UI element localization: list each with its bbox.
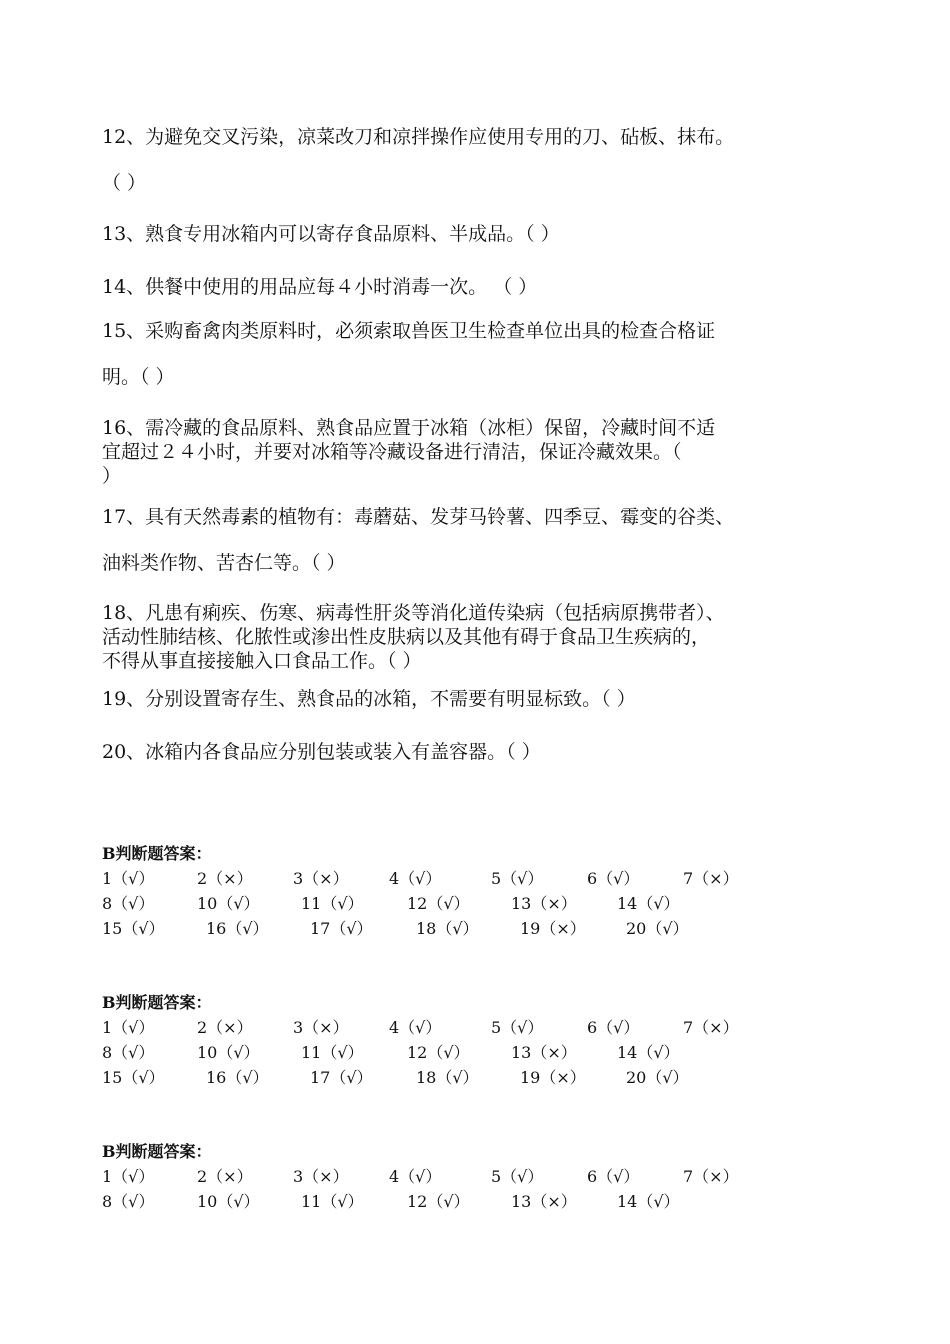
answer-item: 13（×） xyxy=(511,894,577,913)
answer-item: 4（√） xyxy=(389,1167,442,1186)
answer-item: 6（√） xyxy=(587,1018,640,1037)
answer-row xyxy=(102,1040,802,1065)
answer-block xyxy=(102,1140,802,1214)
question-line: 活动性肺结核、化脓性或渗出性皮肤病以及其他有碍于食品卫生疾病的， xyxy=(102,626,711,648)
answer-item: 19（×） xyxy=(520,1068,586,1087)
answer-item: 1（√） xyxy=(102,1167,155,1186)
answer-row xyxy=(102,1065,802,1090)
answer-row xyxy=(102,916,802,941)
question-line: （ ） xyxy=(102,172,147,194)
answer-item: 5（√） xyxy=(491,869,544,888)
answer-block xyxy=(102,842,802,941)
answer-item: 5（√） xyxy=(491,1167,544,1186)
answer-item: 3（×） xyxy=(293,869,349,888)
question-line: 12、为避免交叉污染，凉菜改刀和凉拌操作应使用专用的刀、砧板、抹布。 xyxy=(102,126,735,148)
question-14 xyxy=(102,264,837,310)
question-18 xyxy=(102,601,837,673)
question-line: 不得从事直接接触入口食品工作。（ ） xyxy=(102,650,422,672)
answer-item: 15（√） xyxy=(102,919,165,938)
answer-item: 11（√） xyxy=(301,1043,364,1062)
answer-item: 2（×） xyxy=(197,869,253,888)
answer-item: 10（√） xyxy=(197,1192,260,1211)
question-line: 宜超过２４小时，并要对冰箱等冷藏设备进行清洁，保证冷藏效果。（ xyxy=(102,441,682,463)
answer-item: 14（√） xyxy=(617,894,680,913)
question-line: 20、冰箱内各食品应分别包装或装入有盖容器。（ ） xyxy=(102,741,541,763)
answer-item: 10（√） xyxy=(197,894,260,913)
answer-item: 19（×） xyxy=(520,919,586,938)
answer-item: 18（√） xyxy=(416,919,479,938)
answer-item: 20（√） xyxy=(626,1068,689,1087)
answer-item: 8（√） xyxy=(102,1192,155,1211)
answer-item: 5（√） xyxy=(491,1018,544,1037)
question-line: 17、具有天然毒素的植物有：毒蘑菇、发芽马铃薯、四季豆、霉变的谷类、 xyxy=(102,506,735,528)
question-13 xyxy=(102,211,837,257)
answer-item: 7（×） xyxy=(683,869,739,888)
answer-item: 1（√） xyxy=(102,869,155,888)
answer-item: 16（√） xyxy=(206,919,269,938)
answer-item: 12（√） xyxy=(407,1043,470,1062)
question-17 xyxy=(102,494,837,586)
answer-item: 10（√） xyxy=(197,1043,260,1062)
answer-item: 4（√） xyxy=(389,1018,442,1037)
answer-row xyxy=(102,891,802,916)
answer-item: 1（√） xyxy=(102,1018,155,1037)
question-line: 18、凡患有痢疾、伤寒、病毒性肝炎等消化道传染病（包括病原携带者）、 xyxy=(102,602,725,624)
answer-item: 3（×） xyxy=(293,1018,349,1037)
question-16 xyxy=(102,416,837,488)
answer-block-title: B判断题答案： xyxy=(102,993,212,1012)
answer-item: 7（×） xyxy=(683,1167,739,1186)
question-line: 13、熟食专用冰箱内可以寄存食品原料、半成品。（ ） xyxy=(102,223,560,245)
question-line: ） xyxy=(102,465,122,487)
answer-item: 2（×） xyxy=(197,1018,253,1037)
answer-item: 6（√） xyxy=(587,869,640,888)
answer-item: 14（√） xyxy=(617,1043,680,1062)
answer-item: 7（×） xyxy=(683,1018,739,1037)
answer-block-title: B判断题答案： xyxy=(102,844,212,863)
question-line: 16、需冷藏的食品原料、熟食品应置于冰箱（冰柜）保留，冷藏时间不适 xyxy=(102,417,716,439)
answer-item: 11（√） xyxy=(301,1192,364,1211)
question-15 xyxy=(102,308,837,400)
answer-item: 8（√） xyxy=(102,1043,155,1062)
answer-item: 12（√） xyxy=(407,894,470,913)
answer-item: 20（√） xyxy=(626,919,689,938)
question-line: 油料类作物、苦杏仁等。（ ） xyxy=(102,552,346,574)
answer-item: 13（×） xyxy=(511,1043,577,1062)
question-line: 15、采购畜禽肉类原料时，必须索取兽医卫生检查单位出具的检查合格证 xyxy=(102,320,716,342)
question-20 xyxy=(102,729,837,775)
answer-item: 17（√） xyxy=(310,919,373,938)
answer-item: 18（√） xyxy=(416,1068,479,1087)
question-19 xyxy=(102,676,837,722)
answer-row xyxy=(102,1189,802,1214)
answer-item: 3（×） xyxy=(293,1167,349,1186)
answer-item: 13（×） xyxy=(511,1192,577,1211)
question-line: 14、供餐中使用的用品应每４小时消毒一次。 （ ） xyxy=(102,276,538,298)
answer-item: 4（√） xyxy=(389,869,442,888)
answer-row xyxy=(102,866,802,891)
question-line: 明。（ ） xyxy=(102,366,175,388)
answer-item: 11（√） xyxy=(301,894,364,913)
answer-item: 15（√） xyxy=(102,1068,165,1087)
answer-row xyxy=(102,1164,802,1189)
answer-item: 14（√） xyxy=(617,1192,680,1211)
answer-item: 12（√） xyxy=(407,1192,470,1211)
answer-block xyxy=(102,991,802,1090)
answer-item: 2（×） xyxy=(197,1167,253,1186)
answer-row xyxy=(102,1015,802,1040)
answer-item: 6（√） xyxy=(587,1167,640,1186)
answer-item: 16（√） xyxy=(206,1068,269,1087)
answer-item: 8（√） xyxy=(102,894,155,913)
question-line: 19、分别设置寄存生、熟食品的冰箱，不需要有明显标致。（ ） xyxy=(102,688,636,710)
answer-block-title: B判断题答案： xyxy=(102,1142,212,1161)
answer-item: 17（√） xyxy=(310,1068,373,1087)
question-12 xyxy=(102,114,837,206)
